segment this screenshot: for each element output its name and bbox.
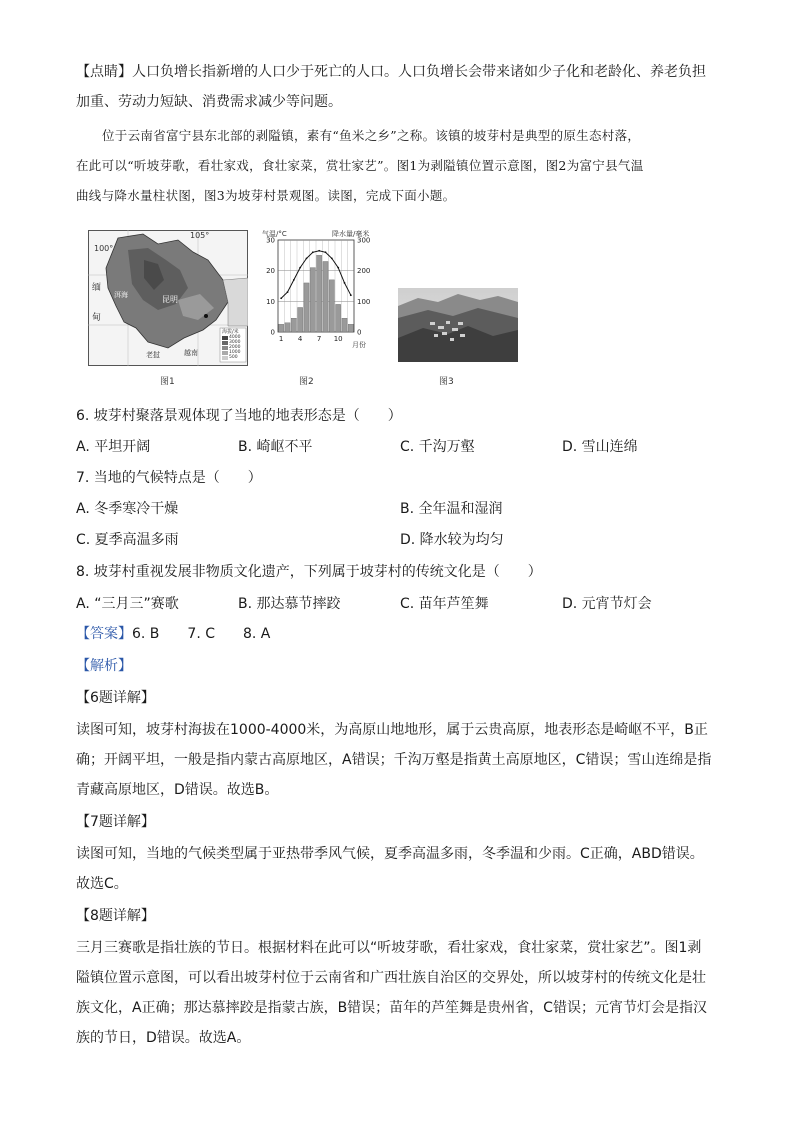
d7-heading: 【7题详解】 [76,814,155,830]
map-label-c: 老挝 [146,351,160,359]
q6-stem: 6. 坡芽村聚落景观体现了当地的地表形态是（ ） [76,408,402,424]
right-tick-label: 100 [357,297,371,306]
d6-heading: 【6题详解】 [76,690,155,706]
temperature-point-9 [331,258,333,260]
figure-2-caption: 图2 [299,377,314,387]
temperature-point-6 [312,251,314,253]
precipitation-bar-2 [285,323,290,332]
q6-option-a: A. 平坦开阔 [76,439,151,455]
tip-text-1: 人口负增长指新增的人口少于死亡的人口。人口负增长会带来诸如少子化和老龄化、养老负担 [132,64,706,80]
intro-line-2: 在此可以“听坡芽歌，看壮家戏，食壮家菜，赏壮家艺”。图1为剥隘镇位置示意图，图2为富宁县气温 [76,158,644,173]
q8-stem: 8. 坡芽村重视发展非物质文化遗产，下列属于坡芽村的传统文化是（ ） [76,564,542,580]
temperature-point-2 [287,291,289,293]
right-tick-label: 200 [357,267,371,276]
temperature-point-12 [350,294,352,296]
map-lon-b: 105° [190,231,210,240]
q8-option-d: D. 元宵节灯会 [562,596,652,612]
right-tick-label: 0 [357,328,362,337]
x-tick-label: 10 [333,335,343,343]
map-label-d: 越南 [184,349,198,357]
map-legend-item-4: 500 [229,355,238,360]
map-label-b: 甸 [92,313,102,323]
precipitation-bar-10 [336,304,341,332]
intro-line-1: 位于云南省富宁县东北部的剥隘镇，素有“鱼米之乡”之称。该镇的坡芽村是典型的原生态村落， [102,128,641,143]
precipitation-bar-8 [323,261,328,332]
q6-option-d: D. 雪山连绵 [562,439,638,455]
temperature-point-4 [299,267,301,269]
precipitation-bar-9 [329,280,334,332]
map-label-city: 昆明 [162,295,178,304]
x-tick-label: 1 [278,335,284,343]
precipitation-bar-1 [279,324,284,332]
map-label-a: 缅 [92,283,102,293]
d7-line-2: 故选C。 [76,876,128,892]
d8-line-1: 三月三赛歌是指壮族的节日。根据材料在此可以“听坡芽歌，看壮家戏，食壮家菜，赏壮家艺”。图1剥 [76,940,702,956]
temperature-point-10 [337,267,339,269]
chart-xlabel: 月份 [352,341,366,349]
figure-3-caption: 图3 [439,377,454,387]
d6-line-3: 青藏高原地区，D错误。故选B。 [76,782,279,798]
q7-option-d: D. 降水较为均匀 [400,532,504,548]
temperature-point-7 [318,250,320,252]
q7-stem: 7. 当地的气候特点是（ ） [76,470,262,486]
d8-line-3: 族文化，A正确；那达慕摔跤是指蒙古族，B错误；苗年的芦笙舞是贵州省，C错误；元宵节灯会是指汉 [76,1000,707,1016]
chart-ylabel-right: 降水量/毫米 [332,230,370,238]
left-tick-label: 0 [270,328,275,337]
precipitation-bar-12 [348,324,353,332]
q8-option-c: C. 苗年芦笙舞 [400,596,489,612]
answer-line [76,624,726,644]
map-legend-item-2: 2000 [229,345,241,350]
map-legend-item-3: 1000 [229,350,241,355]
answer-heading: 【答案】 [76,626,132,642]
map-lon-a: 100° [94,244,114,253]
q6-option-c: C. 千沟万壑 [400,439,475,455]
q7-option-c: C. 夏季高温多雨 [76,532,179,548]
q6-option-b: B. 崎岖不平 [238,439,313,455]
figure-1-map [88,230,248,366]
tip-heading: 【点睛】 [76,64,132,80]
d7-line-1: 读图可知，当地的气候类型属于亚热带季风气候，夏季高温多雨，冬季温和少雨。C正确，ABD错误。 [76,846,704,862]
map-legend-item-0: 4000 [229,335,241,340]
q7-option-b: B. 全年温和湿润 [400,501,503,517]
d6-line-2: 确；开阔平坦，一般是指内蒙古高原地区，A错误；千沟万壑是指黄土高原地区，C错误；雪山连绵是指 [76,752,712,768]
left-tick-label: 30 [266,236,275,245]
temperature-point-3 [293,279,295,281]
d8-line-4: 族的节日，D错误。故选A。 [76,1030,251,1046]
right-tick-label: 300 [357,236,371,245]
analysis-heading: 【解析】 [76,658,132,674]
figure-1-caption: 图1 [160,377,175,387]
d8-heading: 【8题详解】 [76,908,155,924]
tip-line-1 [76,62,726,82]
temperature-point-5 [306,258,308,260]
q8-option-b: B. 那达慕节摔跤 [238,596,341,612]
d6-line-1: 读图可知，坡芽村海拔在1000-4000米，为高原山地地形，属于云贵高原，地表形态是崎岖不平，B正 [76,722,708,738]
x-tick-label: 4 [297,335,303,343]
precipitation-bar-5 [304,283,309,332]
answer-text: 6. B 7. C 8. A [132,626,271,642]
figure-2-chart [258,228,376,362]
map-legend-item-1: 3000 [229,340,241,345]
map-label-lake: 洱海 [114,291,128,299]
precipitation-bar-11 [342,318,347,332]
temperature-point-1 [280,297,282,299]
map-legend-title: 海拔/米 [222,329,239,335]
left-tick-label: 20 [266,267,275,276]
d8-line-2: 隘镇位置示意图，可以看出坡芽村位于云南省和广西壮族自治区的交界处，所以坡芽村的传统文化是壮 [76,970,706,986]
precipitation-bar-3 [291,318,296,332]
temperature-point-11 [344,282,346,284]
precipitation-bar-7 [317,255,322,332]
left-tick-label: 10 [266,297,275,306]
tip-line-2: 加重、劳动力短缺、消费需求减少等问题。 [76,94,342,110]
precipitation-bar-6 [310,268,315,332]
village-landscape-image [398,288,518,362]
temperature-point-8 [325,251,327,253]
x-tick-label: 7 [316,335,322,343]
q7-option-a: A. 冬季寒冷干燥 [76,501,179,517]
intro-line-3: 曲线与降水量柱状图，图3为坡芽村景观图。读图，完成下面小题。 [76,188,456,203]
precipitation-bar-4 [298,307,303,332]
chart-ylabel-left: 气温/°C [262,230,287,238]
figure-3-photo [398,288,518,362]
q8-option-a: A. “三月三”赛歌 [76,596,179,612]
